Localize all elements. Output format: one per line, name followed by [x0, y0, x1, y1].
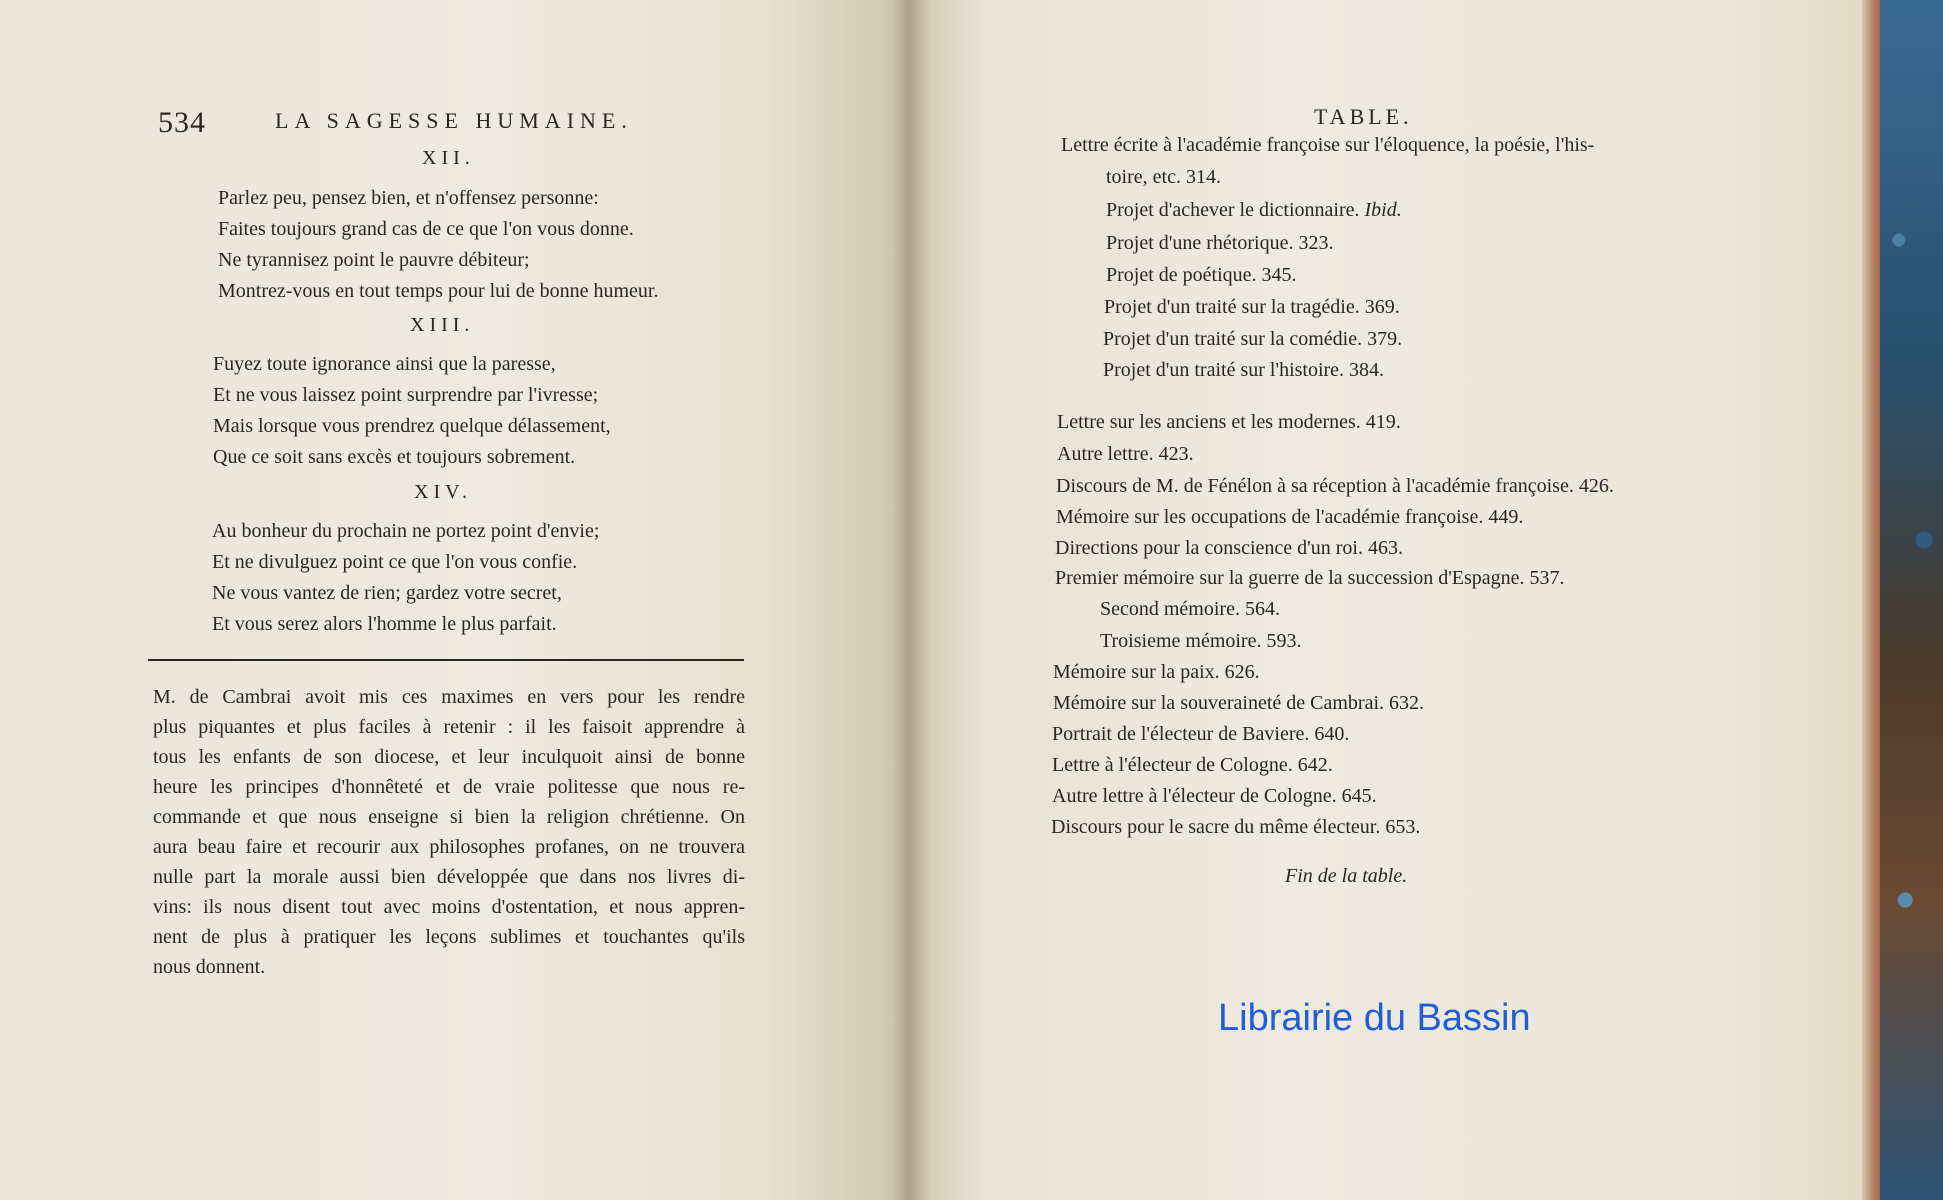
toc-entry: Directions pour la conscience d'un roi. 463. [1055, 537, 1403, 559]
toc-entry [1106, 199, 1402, 222]
stanza-number: XII. [422, 147, 475, 169]
note-line: heure les principes d'honnêteté et de vraie politesse que nous re- [153, 776, 745, 798]
verse-line: Parlez peu, pensez bien, et n'offensez personne: [218, 187, 599, 209]
stanza-verse [213, 349, 611, 473]
note-line: nous donnent. [153, 956, 266, 978]
toc-entry: Discours de M. de Fénélon à sa réception à l'académie françoise. 426. [1056, 475, 1614, 497]
page-edge [1862, 0, 1880, 1200]
verse-line: Mais lorsque vous prendrez quelque délassement, [213, 415, 611, 437]
toc-entry: Mémoire sur les occupations de l'académie françoise. 449. [1056, 506, 1524, 528]
book-cover [1880, 0, 1943, 1200]
note-line: aura beau faire et recourir aux philosophes profanes, on ne trouvera [153, 836, 745, 858]
verse-line: Fuyez toute ignorance ainsi que la paresse, [213, 353, 556, 375]
commentary-note [153, 682, 745, 982]
note-line: nulle part la morale aussi bien développée que dans nos livres di- [153, 866, 745, 888]
section-rule [148, 659, 744, 661]
stanza-number: XIII. [410, 314, 475, 336]
verse-line: Au bonheur du prochain ne portez point d'envie; [212, 520, 600, 542]
table-title: TABLE. [1314, 104, 1413, 129]
stanza-verse [212, 516, 599, 640]
toc-entry: Projet d'une rhétorique. 323. [1106, 232, 1334, 254]
stanza-number: XIV. [414, 481, 472, 503]
note-line: M. de Cambrai avoit mis ces maximes en vers pour les rendre [153, 686, 745, 708]
toc-entry: Projet d'un traité sur la tragédie. 369. [1104, 296, 1400, 318]
toc-entry: toire, etc. 314. [1106, 166, 1221, 188]
verse-line: Que ce soit sans excès et toujours sobrement. [213, 446, 576, 468]
toc-entry-text: Projet d'achever le dictionnaire. [1106, 199, 1365, 221]
note-line: nent de plus à pratiquer les leçons sublimes et touchantes qu'ils [153, 926, 745, 948]
toc-entry: Lettre écrite à l'académie françoise sur l'éloquence, la poésie, l'his- [1061, 134, 1595, 156]
toc-entry: Premier mémoire sur la guerre de la succession d'Espagne. 537. [1055, 567, 1565, 589]
toc-entry: Autre lettre à l'électeur de Cologne. 645. [1052, 785, 1377, 807]
stanza-verse [218, 183, 658, 307]
toc-entry-ref: Ibid. [1364, 199, 1402, 221]
running-head: LA SAGESSE HUMAINE. [275, 108, 633, 133]
verse-line: Montrez-vous en tout temps pour lui de bonne humeur. [218, 280, 659, 302]
toc-entry: Lettre sur les anciens et les modernes. 419. [1057, 411, 1401, 433]
right-page [905, 0, 1863, 1200]
note-line: commande et que nous enseigne si bien la religion chrétienne. On [153, 806, 745, 828]
watermark: Librairie du Bassin [1218, 997, 1531, 1039]
toc-entry: Lettre à l'électeur de Cologne. 642. [1052, 754, 1333, 776]
page-number: 534 [158, 106, 206, 139]
verse-line: Ne tyrannisez point le pauvre débiteur; [218, 249, 530, 271]
book-gutter [890, 0, 930, 1200]
verse-line: Faites toujours grand cas de ce que l'on vous donne. [218, 218, 634, 240]
toc-entry: Second mémoire. 564. [1100, 598, 1280, 620]
toc-entry: Troisieme mémoire. 593. [1100, 630, 1302, 652]
verse-line: Et ne divulguez point ce que l'on vous confie. [212, 551, 578, 573]
table-end: Fin de la table. [1285, 865, 1408, 887]
toc-entry: Mémoire sur la paix. 626. [1053, 661, 1260, 683]
toc-entry: Projet de poétique. 345. [1106, 264, 1297, 286]
verse-line: Et ne vous laissez point surprendre par l'ivresse; [213, 384, 599, 406]
toc-entry: Projet d'un traité sur l'histoire. 384. [1103, 359, 1385, 381]
verse-line: Ne vous vantez de rien; gardez votre secret, [212, 582, 562, 604]
toc-entry: Autre lettre. 423. [1057, 443, 1194, 465]
toc-entry: Portrait de l'électeur de Baviere. 640. [1052, 723, 1350, 745]
note-line: plus piquantes et plus faciles à retenir : il les faisoit apprendre à [153, 716, 745, 738]
toc-entry: Projet d'un traité sur la comédie. 379. [1103, 328, 1403, 350]
toc-entry: Discours pour le sacre du même électeur. 653. [1051, 816, 1421, 838]
note-line: tous les enfants de son diocese, et leur inculquoit ainsi de bonne [153, 746, 745, 768]
verse-line: Et vous serez alors l'homme le plus parfait. [212, 613, 557, 635]
note-line: vins: ils nous disent tout avec moins d'ostentation, et nous appren- [153, 896, 745, 918]
toc-entry: Mémoire sur la souveraineté de Cambrai. 632. [1053, 692, 1424, 714]
left-page [0, 0, 905, 1200]
